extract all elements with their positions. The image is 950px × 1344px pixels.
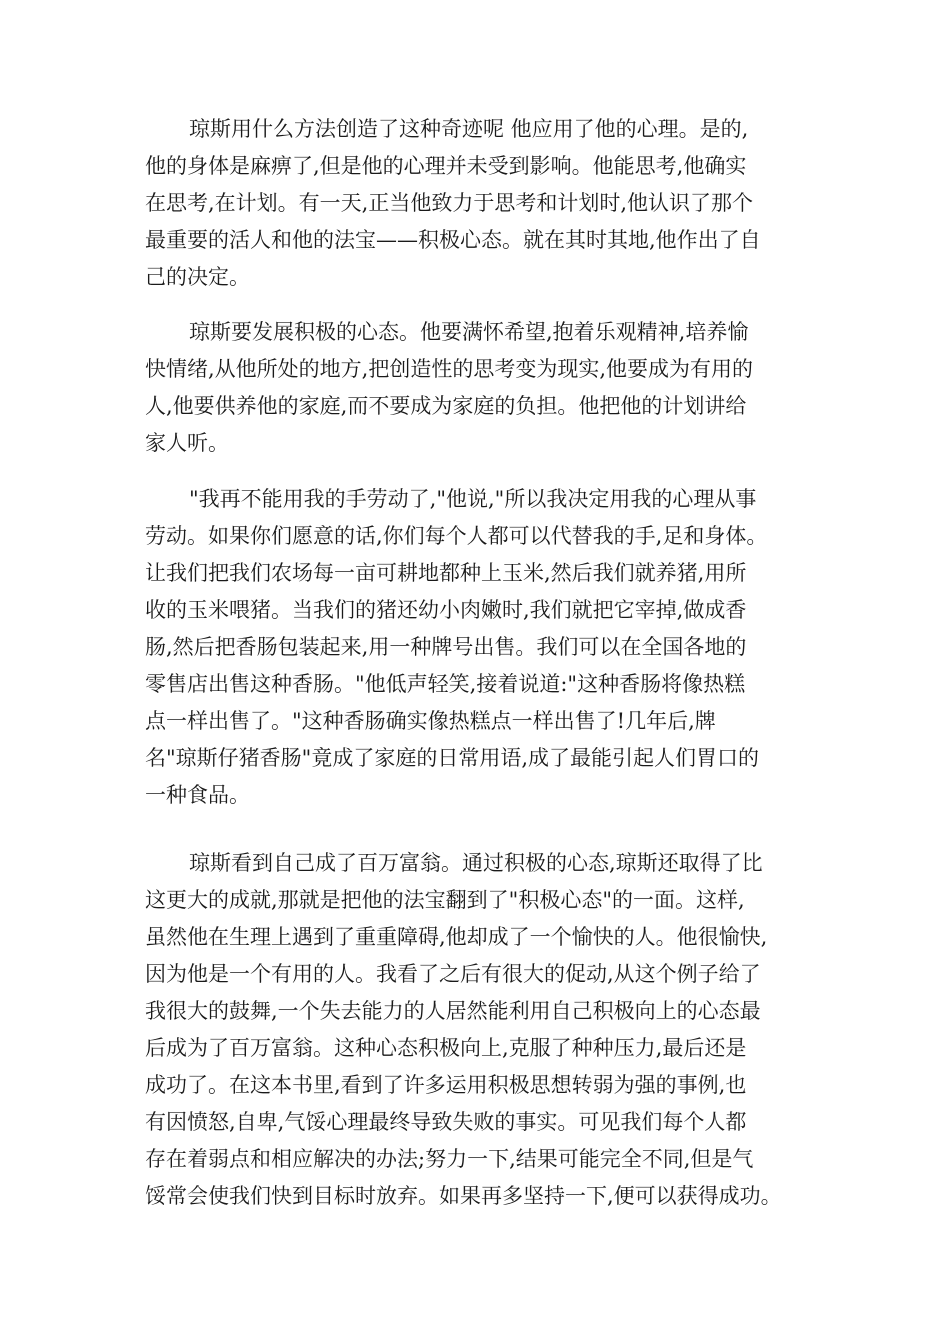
paragraph-line: 劳动。如果你们愿意的话,你们每个人都可以代替我的手,足和身体。 xyxy=(145,524,768,548)
paragraph-line: 因为他是一个有用的人。我看了之后有很大的促动,从这个例子给了 xyxy=(145,962,761,986)
paragraph-line: 存在着弱点和相应解决的办法;努力一下,结果可能完全不同,但是气 xyxy=(145,1147,754,1171)
paragraph-line: 琼斯看到自己成了百万富翁。通过积极的心态,琼斯还取得了比 xyxy=(189,851,763,875)
paragraph-line: 己的决定。 xyxy=(145,265,250,289)
paragraph-line: 后成为了百万富翁。这种心态积极向上,克服了种种压力,最后还是 xyxy=(145,1036,747,1060)
paragraph-line: 点一样出售了。"这种香肠确实像热糕点一样出售了!几年后,牌 xyxy=(145,709,716,733)
paragraph-line: 这更大的成就,那就是把他的法宝翻到了"积极心态"的一面。这样, xyxy=(145,888,745,912)
paragraph-4 xyxy=(145,845,845,1215)
paragraph-line: "我再不能用我的手劳动了,"他说,"所以我决定用我的心理从事 xyxy=(189,487,757,511)
paragraph-line: 虽然他在生理上遇到了重重障碍,他却成了一个愉快的人。他很愉快, xyxy=(145,925,768,949)
paragraph-line: 在思考,在计划。有一天,正当他致力于思考和计划时,他认识了那个 xyxy=(145,191,754,215)
paragraph-line: 他的身体是麻痹了,但是他的心理并未受到影响。他能思考,他确实 xyxy=(145,154,747,178)
paragraph-line: 快情绪,从他所处的地方,把创造性的思考变为现实,他要成为有用的 xyxy=(145,357,754,381)
paragraph-line: 琼斯用什么方法创造了这种奇迹呢 他应用了他的心理。是的, xyxy=(189,117,749,141)
paragraph-line: 肠,然后把香肠包装起来,用一种牌号出售。我们可以在全国各地的 xyxy=(145,635,747,659)
paragraph-line: 馁常会使我们快到目标时放弃。如果再多坚持一下,便可以获得成功。 xyxy=(145,1184,782,1208)
paragraph-line: 最重要的活人和他的法宝——积极心态。就在其时其地,他作出了自 xyxy=(145,228,761,252)
paragraph-line: 我很大的鼓舞,一个失去能力的人居然能利用自己积极向上的心态最 xyxy=(145,999,761,1023)
paragraph-2 xyxy=(145,314,845,462)
paragraph-line: 让我们把我们农场每一亩可耕地都种上玉米,然后我们就养猪,用所 xyxy=(145,561,747,585)
paragraph-1 xyxy=(145,111,845,296)
paragraph-line: 零售店出售这种香肠。"他低声轻笑,接着说道:"这种香肠将像热糕 xyxy=(145,672,746,696)
paragraph-line: 家人听。 xyxy=(145,431,229,455)
paragraph-line: 琼斯要发展积极的心态。他要满怀希望,抱着乐观精神,培养愉 xyxy=(189,320,749,344)
paragraph-line: 成功了。在这本书里,看到了许多运用积极思想转弱为强的事例,也 xyxy=(145,1073,747,1097)
paragraph-3 xyxy=(145,481,845,814)
paragraph-line: 有因愤怒,自卑,气馁心理最终导致失败的事实。可见我们每个人都 xyxy=(145,1110,747,1134)
paragraph-line: 收的玉米喂猪。当我们的猪还幼小肉嫩时,我们就把它宰掉,做成香 xyxy=(145,598,747,622)
paragraph-line: 名"琼斯仔猪香肠"竟成了家庭的日常用语,成了最能引起人们胃口的 xyxy=(145,746,759,770)
paragraph-line: 一种食品。 xyxy=(145,783,250,807)
paragraph-line: 人,他要供养他的家庭,而不要成为家庭的负担。他把他的计划讲给 xyxy=(145,394,747,418)
